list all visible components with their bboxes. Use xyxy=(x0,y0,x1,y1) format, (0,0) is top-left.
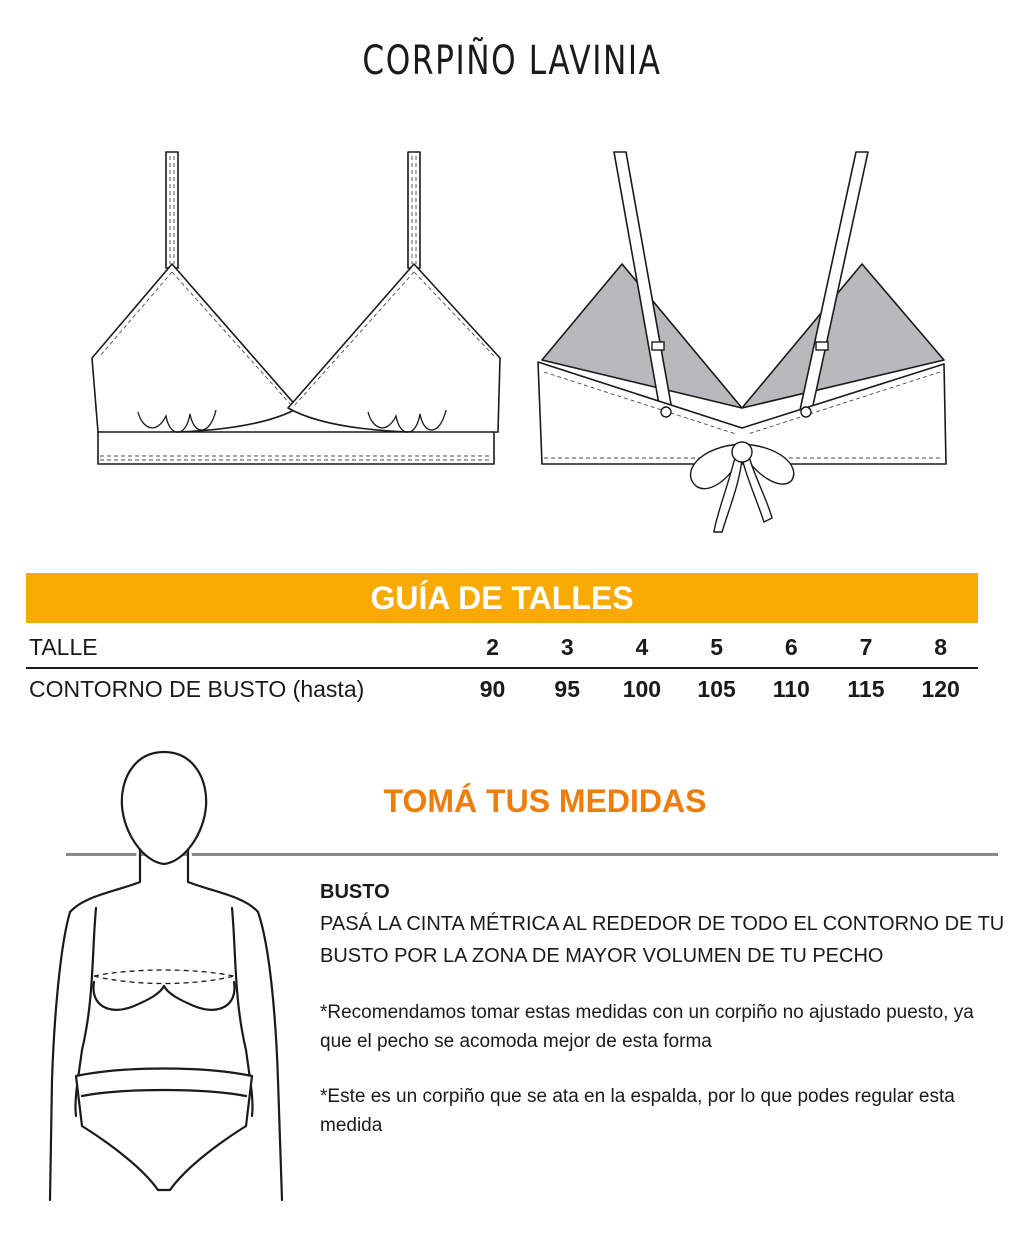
size-cell: 7 xyxy=(859,633,873,660)
bust-instructions xyxy=(320,876,1005,972)
bust-value-cell: 115 xyxy=(847,675,885,702)
size-cell: 3 xyxy=(560,633,574,660)
bust-title: BUSTO xyxy=(320,881,390,903)
bust-value-cell: 100 xyxy=(622,675,662,702)
bust-value-cell: 105 xyxy=(697,675,736,702)
size-header-label: TALLE xyxy=(29,633,98,660)
page-title: CORPIÑO LAVINIA xyxy=(362,38,662,84)
adjustable-note: *Este es un corpiño que se ata en la espalda, por lo que podes regular esta medida xyxy=(320,1086,955,1136)
bust-value-cell: 95 xyxy=(554,675,581,702)
size-header-row xyxy=(26,627,978,669)
bra-back-illustration xyxy=(530,146,954,536)
size-table xyxy=(26,627,978,709)
bust-row-label: CONTORNO DE BUSTO (hasta) xyxy=(29,675,365,702)
size-cell: 4 xyxy=(635,633,649,660)
size-guide-heading: GUÍA DE TALLES xyxy=(26,573,978,623)
bust-row xyxy=(26,669,978,709)
size-cell: 5 xyxy=(710,633,723,660)
bust-value-cell: 120 xyxy=(921,675,960,702)
bust-value-cell: 90 xyxy=(479,675,506,702)
size-cell: 2 xyxy=(486,633,499,660)
size-cell: 8 xyxy=(934,633,948,660)
bra-front-illustration xyxy=(86,146,510,476)
body-figure-illustration xyxy=(44,750,300,1206)
recommendation-note: *Recomendamos tomar estas medidas con un corpiño no ajustado puesto, ya que el pecho se acomoda mejor de esta forma xyxy=(320,1002,974,1052)
size-cell: 6 xyxy=(784,633,798,660)
measure-heading: TOMÁ TUS MEDIDAS xyxy=(383,783,707,819)
bust-value-cell: 110 xyxy=(772,675,810,702)
bust-instruction-text: PASÁ LA CINTA MÉTRICA AL REDEDOR DE TODO EL CONTORNO DE TU BUSTO POR LA ZONA DE MAYOR VOLUMEN DE TU PECHO xyxy=(320,913,1005,967)
